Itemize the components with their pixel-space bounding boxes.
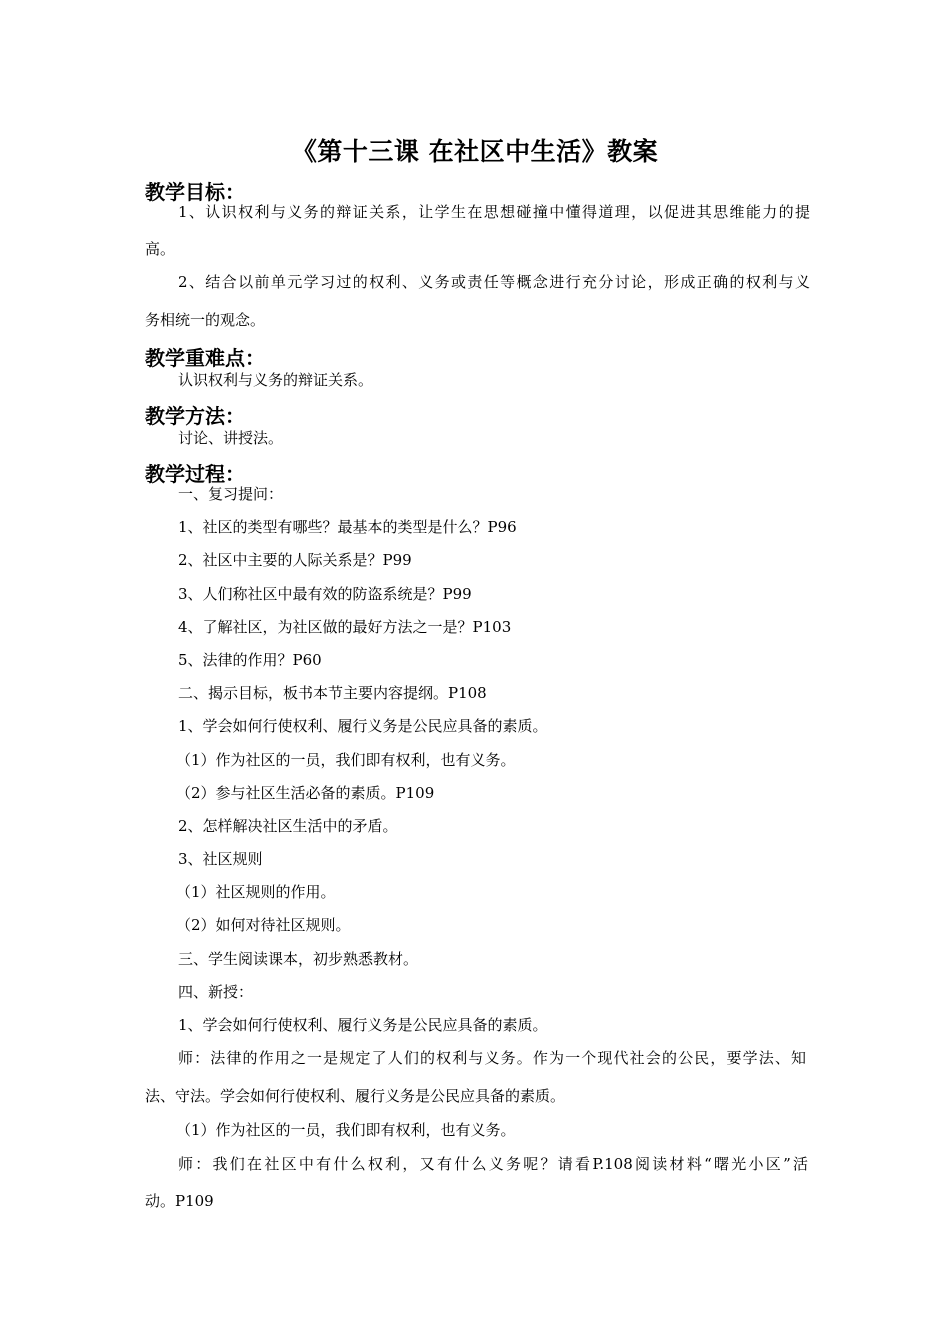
process-line: （1）社区规则的作用。 [176,883,336,901]
methods-text: 讨论、讲授法。 [178,429,284,447]
objective-1-line-2: 高。 [145,240,176,258]
document-title: 《第十三课 在社区中生活》教案 [291,137,659,166]
process-line: 2、社区中主要的人际关系是？P99 [178,551,412,569]
process-heading: 教学过程： [145,462,245,486]
teacher-remark-2-line-1: 师：我们在社区中有什么权利，又有什么义务呢？请看P.108阅读材料“曙光小区”活 [178,1155,808,1173]
teacher-remark-1-line-2: 法、守法。学会如何行使权利、履行义务是公民应具备的素质。 [145,1087,566,1105]
objective-2-line-2: 务相统一的观念。 [145,311,266,329]
process-line: 3、社区规则 [178,850,263,868]
process-line: 三、学生阅读课本，初步熟悉教材。 [178,950,419,968]
objectives-heading: 教学目标： [145,180,245,204]
methods-heading: 教学方法： [145,404,245,428]
objective-1-line-1: 1、认识权利与义务的辩证关系，让学生在思想碰撞中懂得道理，以促进其思维能力的提 [178,203,810,221]
process-line: （1）作为社区的一员，我们即有权利，也有义务。 [176,751,516,769]
process-line: （2）参与社区生活必备的素质。P109 [176,784,435,802]
process-line: 2、怎样解决社区生活中的矛盾。 [178,817,398,835]
process-line: 1、社区的类型有哪些？最基本的类型是什么？P96 [178,518,517,536]
objective-2-line-1: 2、结合以前单元学习过的权利、义务或责任等概念进行充分讨论，形成正确的权利与义 [178,273,810,291]
process-subpoint: （1）作为社区的一员，我们即有权利，也有义务。 [176,1121,516,1139]
key-points-text: 认识权利与义务的辩证关系。 [178,371,374,389]
teacher-remark-2-line-2: 动。P109 [145,1192,214,1210]
process-line: 5、法律的作用？P60 [178,651,322,669]
process-line: 3、人们称社区中最有效的防盗系统是？P99 [178,585,472,603]
process-line: 4、了解社区，为社区做的最好方法之一是？P103 [178,618,512,636]
teacher-remark-1-line-1: 师：法律的作用之一是规定了人们的权利与义务。作为一个现代社会的公民，要学法、知 [178,1049,806,1067]
process-line: 1、学会如何行使权利、履行义务是公民应具备的素质。 [178,717,548,735]
process-line: 四、新授： [178,983,254,1001]
process-line: 二、揭示目标，板书本节主要内容提纲。P108 [178,684,487,702]
process-line: （2）如何对待社区规则。 [176,916,351,934]
process-line: 一、复习提问： [178,485,284,503]
key-points-heading: 教学重难点： [145,346,265,370]
process-line: 1、学会如何行使权利、履行义务是公民应具备的素质。 [178,1016,548,1034]
